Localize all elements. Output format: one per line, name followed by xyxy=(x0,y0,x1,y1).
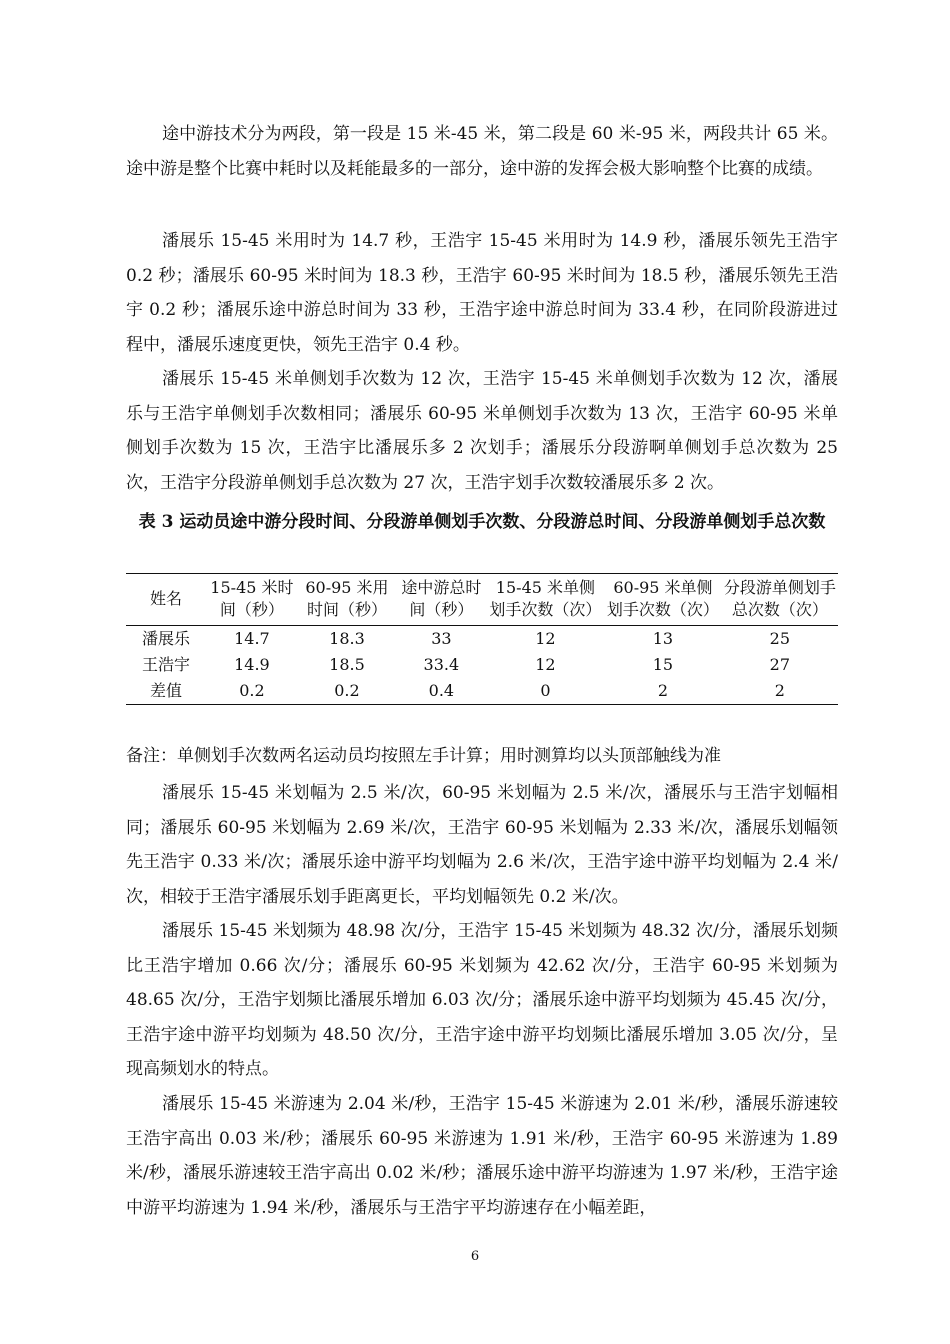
table-caption: 表 3 运动员途中游分段时间、分段游单侧划手次数、分段游总时间、分段游单侧划手总次数 xyxy=(138,512,826,532)
cell-strokes-15-45: 12 xyxy=(535,655,556,674)
cell-name: 王浩宇 xyxy=(141,655,190,674)
cell-strokes-60-95: 2 xyxy=(657,681,669,700)
cell-total-time: 33 xyxy=(431,629,452,648)
paragraph-swim-speed: 潘展乐 15-45 米游速为 2.04 米/秒，王浩宇 15-45 米游速为 2.01 米/秒，潘展乐游速较王浩宇高出 0.03 米/秒；潘展乐 60-95 米游速为 1.91 米/秒，王浩宇 60-95 米游速为 1.89 米/秒，潘展乐游速较王浩宇高出 0.02 米/秒；潘展乐途中游平均游速为 1.97 米/秒，王浩宇途中游平均游速为 1.94 米/秒，潘展乐与王浩宇平均游速存在小幅差距， xyxy=(126,1094,838,1218)
cell-strokes-60-95: 13 xyxy=(652,629,674,648)
cell-name: 差值 xyxy=(149,681,182,700)
paragraph-stroke-rate: 潘展乐 15-45 米划频为 48.98 次/分，王浩宇 15-45 米划频为 48.32 次/分，潘展乐划频比王浩宇增加 0.66 次/分；潘展乐 60-95 米划频为 42.62 次/分，王浩宇 60-95 米划频为 48.65 次/分，王浩宇划频比潘展乐增加 6.03 次/分；潘展乐途中游平均划频为 45.45 次/分，王浩宇途中游平均划频为 48.50 次/分，王浩宇途中游平均划频比潘展乐增加 3.05 次/分，呈现高频划水的特点。 xyxy=(126,921,838,1079)
header-total-time: 途中游总时间（秒） xyxy=(401,578,482,619)
paragraph-segment-times: 潘展乐 15-45 米用时为 14.7 秒，王浩宇 15-45 米用时为 14.9 秒，潘展乐领先王浩宇 0.2 秒；潘展乐 60-95 米时间为 18.3 秒，王浩宇 60-95 米时间为 18.5 秒，潘展乐领先王浩宇 0.2 秒；潘展乐途中游总时间为 33 秒，王浩宇途中游总时间为 33.4 秒，在同阶段游进过程中，潘展乐速度更快，领先王浩宇 0.4 秒。 xyxy=(126,231,838,355)
cell-strokes-15-45: 12 xyxy=(535,629,556,648)
cell-time-60-95: 18.5 xyxy=(329,655,365,674)
cell-strokes-15-45: 0 xyxy=(540,681,551,700)
cell-strokes-total: 25 xyxy=(769,629,791,648)
paragraph-stroke-length: 潘展乐 15-45 米划幅为 2.5 米/次，60-95 米划幅为 2.5 米/次，潘展乐与王浩宇划幅相同；潘展乐 60-95 米划幅为 2.69 米/次，王浩宇 60-95 米划幅为 2.33 米/次，潘展乐划幅领先王浩宇 0.33 米/次；潘展乐途中游平均划幅为 2.6 米/次，王浩宇途中游平均划幅为 2.4 米/次，相较于王浩宇潘展乐划手距离更长，平均划幅领先 0.2 米/次。 xyxy=(126,783,838,907)
table-header-row xyxy=(126,574,838,626)
cell-time-15-45: 0.2 xyxy=(239,681,265,700)
data-table xyxy=(126,573,838,705)
header-time-15-45: 15-45 米时间（秒） xyxy=(210,578,294,619)
cell-total-time: 33.4 xyxy=(423,655,460,674)
cell-time-60-95: 18.3 xyxy=(329,629,365,648)
cell-strokes-total: 2 xyxy=(774,681,785,700)
table-row xyxy=(126,678,838,705)
cell-strokes-60-95: 15 xyxy=(652,655,674,674)
header-strokes-total: 分段游单侧划手总次数（次） xyxy=(723,578,836,619)
header-time-60-95: 60-95 米用时间（秒） xyxy=(305,578,389,619)
cell-time-15-45: 14.7 xyxy=(234,629,270,648)
cell-time-15-45: 14.9 xyxy=(234,655,270,674)
table-row xyxy=(126,626,838,653)
table-row xyxy=(126,652,838,678)
paragraph-mid-race-overview: 途中游技术分为两段，第一段是 15 米-45 米，第二段是 60 米-95 米，两段共计 65 米。途中游是整个比赛中耗时以及耗能最多的一部分，途中游的发挥会极大影响整个比赛的成绩。 xyxy=(126,124,838,179)
cell-strokes-total: 27 xyxy=(769,655,791,674)
paragraph-stroke-counts: 潘展乐 15-45 米单侧划手次数为 12 次，王浩宇 15-45 米单侧划手次数为 12 次，潘展乐与王浩宇单侧划手次数相同；潘展乐 60-95 米单侧划手次数为 13 次，王浩宇 60-95 米单侧划手次数为 15 次，王浩宇比潘展乐多 2 次划手；潘展乐分段游啊单侧划手总次数为 25 次，王浩宇分段游单侧划手总次数为 27 次，王浩宇划手次数较潘展乐多 2 次。 xyxy=(126,369,838,493)
header-name: 姓名 xyxy=(149,589,182,608)
cell-total-time: 0.4 xyxy=(428,681,455,700)
page-number: 6 xyxy=(470,1249,480,1264)
table-note: 备注：单侧划手次数两名运动员均按照左手计算；用时测算均以头顶部触线为准 xyxy=(126,746,721,766)
header-strokes-15-45: 15-45 米单侧划手次数（次） xyxy=(489,578,602,619)
cell-name: 潘展乐 xyxy=(141,629,190,648)
cell-time-60-95: 0.2 xyxy=(334,681,360,700)
header-strokes-60-95: 60-95 米单侧划手次数（次） xyxy=(606,578,719,619)
